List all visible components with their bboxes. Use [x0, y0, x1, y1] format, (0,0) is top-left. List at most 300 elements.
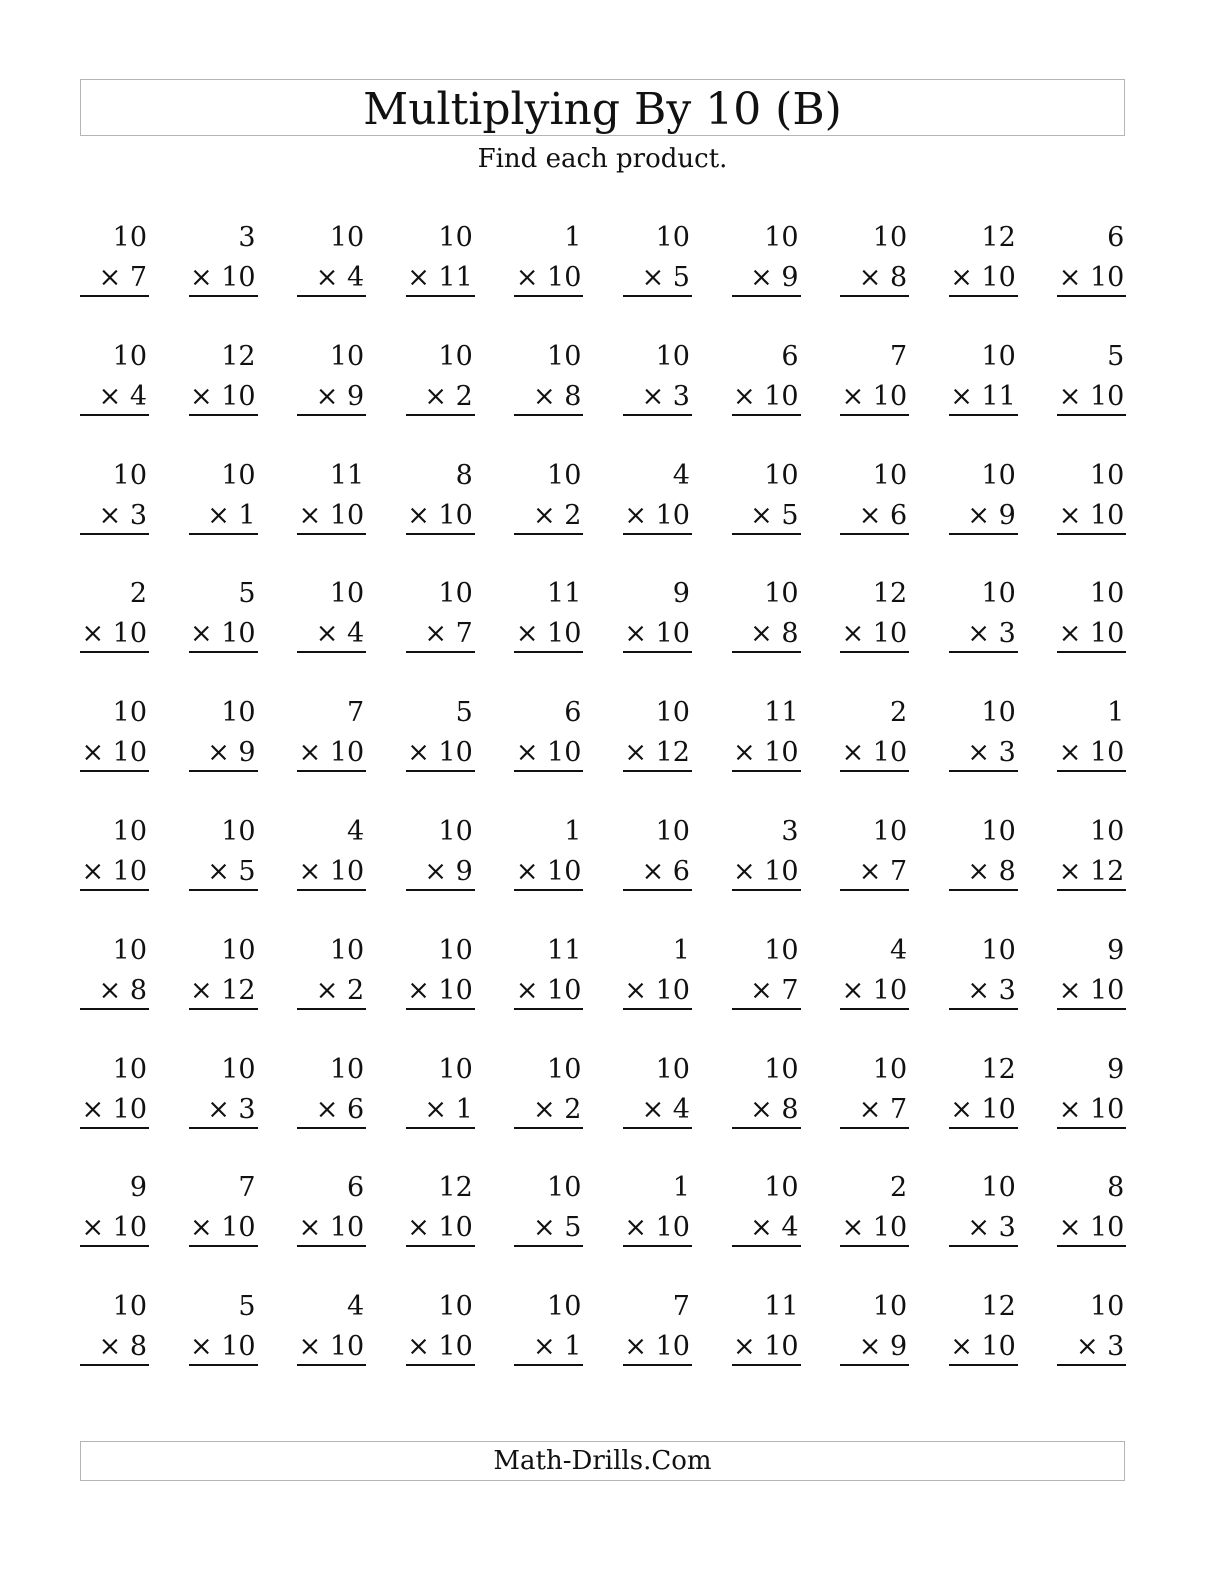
multiplicand: 10	[764, 934, 799, 966]
multiplicand: 10	[547, 340, 582, 372]
problem-r9-c8	[840, 1170, 909, 1289]
multiplicand: 10	[112, 815, 147, 847]
problem-r4-c5	[514, 576, 583, 695]
problem-r1-c2	[189, 220, 258, 339]
multiplier: × 5	[641, 262, 690, 293]
multiplicand: 11	[547, 578, 582, 610]
problem-r6-c6	[623, 814, 692, 933]
answer-line	[1057, 533, 1126, 535]
answer-line	[840, 1245, 909, 1247]
answer-line	[732, 1364, 801, 1366]
problem-r9-c2	[189, 1170, 258, 1289]
problem-r5-c6	[623, 695, 692, 814]
answer-line	[406, 1364, 475, 1366]
multiplier: × 10	[407, 737, 473, 769]
multiplicand: 10	[221, 459, 256, 491]
problem-r5-c2	[189, 695, 258, 814]
multiplicand: 10	[221, 697, 256, 729]
answer-line	[514, 651, 583, 653]
multiplicand: 10	[872, 222, 908, 253]
multiplicand: 10	[1089, 1291, 1125, 1323]
answer-line	[623, 770, 692, 772]
answer-line	[514, 533, 583, 535]
answer-line	[949, 770, 1018, 772]
multiplicand: 10	[764, 1172, 799, 1204]
multiplicand: 10	[1089, 459, 1125, 491]
multiplicand: 9	[129, 1172, 147, 1204]
multiplicand: 5	[1107, 340, 1125, 372]
problem-r3-c1	[80, 458, 149, 577]
multiplier: × 10	[515, 855, 582, 887]
answer-line	[949, 1008, 1018, 1010]
multiplicand: 1	[672, 934, 690, 966]
problem-r10-c5	[514, 1289, 583, 1408]
answer-line	[80, 1008, 149, 1010]
problem-r2-c10	[1057, 339, 1126, 458]
multiplier: × 7	[858, 1093, 908, 1125]
multiplicand: 1	[1107, 697, 1125, 729]
multiplicand: 8	[455, 459, 473, 491]
answer-line	[406, 1245, 475, 1247]
answer-line	[623, 533, 692, 535]
answer-line	[1057, 414, 1126, 416]
multiplicand: 11	[547, 934, 582, 966]
answer-line	[514, 1127, 583, 1129]
multiplier: × 10	[733, 737, 799, 769]
problem-r7-c8	[840, 933, 909, 1052]
answer-line	[1057, 1245, 1126, 1247]
problem-r8-c7	[732, 1052, 801, 1171]
multiplier: × 5	[532, 1212, 582, 1244]
answer-line	[949, 1364, 1018, 1366]
multiplier: × 3	[98, 499, 147, 531]
problem-r8-c10	[1057, 1052, 1126, 1171]
answer-line	[732, 1245, 801, 1247]
answer-line	[1057, 889, 1126, 891]
multiplier: × 1	[207, 499, 256, 531]
answer-line	[1057, 1364, 1126, 1366]
multiplier: × 3	[207, 1093, 256, 1125]
multiplicand: 10	[221, 934, 256, 966]
multiplicand: 10	[438, 1291, 473, 1323]
multiplicand: 7	[889, 340, 908, 372]
answer-line	[297, 414, 366, 416]
multiplier: × 1	[532, 1331, 582, 1363]
answer-line	[840, 533, 909, 535]
multiplicand: 10	[872, 1291, 908, 1323]
multiplicand: 10	[764, 578, 799, 610]
multiplier: × 10	[298, 1331, 365, 1363]
problem-r7-c6	[623, 933, 692, 1052]
multiplier: × 10	[407, 1331, 473, 1363]
problem-r3-c10	[1057, 458, 1126, 577]
multiplicand: 10	[438, 1053, 473, 1085]
answer-line	[189, 1364, 258, 1366]
answer-line	[297, 770, 366, 772]
multiplicand: 10	[438, 578, 473, 610]
multiplier: × 10	[81, 1093, 147, 1125]
multiplier: × 10	[733, 855, 799, 887]
multiplicand: 10	[112, 934, 147, 966]
answer-line	[189, 1008, 258, 1010]
multiplier: × 9	[207, 737, 256, 769]
answer-line	[406, 414, 475, 416]
multiplicand: 10	[547, 1172, 582, 1204]
multiplicand: 5	[238, 1291, 256, 1323]
problem-r5-c7	[732, 695, 801, 814]
answer-line	[840, 1364, 909, 1366]
problem-r3-c6	[623, 458, 692, 577]
answer-line	[406, 889, 475, 891]
multiplier: × 10	[190, 380, 256, 412]
problem-r9-c6	[623, 1170, 692, 1289]
multiplicand: 10	[329, 934, 365, 966]
problem-r9-c3	[297, 1170, 366, 1289]
problem-r10-c8	[840, 1289, 909, 1408]
multiplicand: 10	[764, 222, 799, 253]
multiplier: × 2	[532, 1093, 582, 1125]
multiplier: × 8	[532, 380, 582, 412]
multiplicand: 8	[1107, 1172, 1125, 1204]
problem-r10-c9	[949, 1289, 1018, 1408]
answer-line	[297, 1245, 366, 1247]
multiplicand: 10	[112, 1053, 147, 1085]
problem-r2-c8	[840, 339, 909, 458]
answer-line	[189, 770, 258, 772]
multiplier: × 5	[750, 499, 799, 531]
answer-line	[949, 1127, 1018, 1129]
multiplier: × 10	[407, 1212, 473, 1244]
multiplier: × 10	[624, 1212, 690, 1244]
answer-line	[406, 533, 475, 535]
problem-r8-c2	[189, 1052, 258, 1171]
answer-line	[406, 1127, 475, 1129]
multiplicand: 3	[781, 815, 799, 847]
answer-line	[189, 295, 258, 297]
multiplicand: 10	[221, 1053, 256, 1085]
answer-line	[297, 651, 366, 653]
problem-r5-c10	[1057, 695, 1126, 814]
multiplicand: 12	[872, 578, 908, 610]
problem-r4-c6	[623, 576, 692, 695]
multiplicand: 6	[564, 697, 582, 729]
multiplier: × 8	[858, 262, 908, 293]
multiplier: × 10	[515, 974, 582, 1006]
multiplier: × 7	[750, 974, 799, 1006]
answer-line	[623, 1008, 692, 1010]
problem-r6-c10	[1057, 814, 1126, 933]
multiplicand: 10	[655, 815, 690, 847]
problem-r4-c7	[732, 576, 801, 695]
multiplicand: 4	[672, 459, 690, 491]
multiplicand: 10	[981, 697, 1016, 729]
problem-r8-c9	[949, 1052, 1018, 1171]
multiplier: × 10	[190, 1331, 256, 1363]
answer-line	[406, 651, 475, 653]
multiplier: × 1	[424, 1093, 473, 1125]
multiplier: × 10	[1058, 974, 1125, 1006]
problem-r10-c2	[189, 1289, 258, 1408]
problem-r10-c7	[732, 1289, 801, 1408]
problem-r10-c3	[297, 1289, 366, 1408]
problem-r1-c9	[949, 220, 1018, 339]
answer-line	[297, 1364, 366, 1366]
multiplier: × 10	[841, 380, 908, 412]
multiplier: × 7	[424, 618, 473, 650]
multiplicand: 10	[655, 340, 690, 372]
answer-line	[732, 295, 801, 297]
multiplicand: 10	[329, 578, 365, 610]
multiplier: × 4	[315, 262, 365, 293]
multiplicand: 10	[438, 815, 473, 847]
problem-r4-c10	[1057, 576, 1126, 695]
multiplicand: 10	[655, 1053, 690, 1085]
multiplier: × 4	[315, 618, 365, 650]
multiplier: × 3	[967, 974, 1016, 1006]
problem-r2-c7	[732, 339, 801, 458]
multiplicand: 1	[564, 815, 582, 847]
multiplicand: 7	[238, 1172, 256, 1204]
multiplier: × 10	[950, 1331, 1016, 1363]
answer-line	[1057, 770, 1126, 772]
problem-r9-c10	[1057, 1170, 1126, 1289]
multiplier: × 6	[858, 499, 908, 531]
multiplier: × 3	[641, 380, 690, 412]
multiplicand: 10	[438, 934, 473, 966]
multiplier: × 8	[750, 1093, 799, 1125]
answer-line	[840, 1127, 909, 1129]
answer-line	[949, 533, 1018, 535]
answer-line	[949, 1245, 1018, 1247]
multiplicand: 2	[889, 697, 908, 729]
multiplicand: 10	[112, 697, 147, 729]
problem-r5-c9	[949, 695, 1018, 814]
problem-r3-c7	[732, 458, 801, 577]
answer-line	[189, 414, 258, 416]
multiplier: × 7	[858, 855, 908, 887]
answer-line	[80, 770, 149, 772]
multiplier: × 12	[624, 737, 690, 769]
multiplier: × 2	[315, 974, 365, 1006]
problem-r7-c4	[406, 933, 475, 1052]
multiplicand: 10	[329, 222, 365, 253]
problem-r2-c5	[514, 339, 583, 458]
multiplicand: 10	[1089, 578, 1125, 610]
problem-r7-c7	[732, 933, 801, 1052]
answer-line	[80, 414, 149, 416]
answer-line	[623, 1245, 692, 1247]
multiplier: × 10	[298, 737, 365, 769]
multiplicand: 12	[981, 1291, 1016, 1323]
multiplier: × 10	[515, 737, 582, 769]
multiplier: × 8	[98, 1331, 147, 1363]
multiplicand: 10	[655, 222, 690, 253]
problem-r3-c5	[514, 458, 583, 577]
problem-r10-c4	[406, 1289, 475, 1408]
multiplicand: 3	[238, 222, 256, 253]
multiplier: × 11	[950, 380, 1016, 412]
problem-r2-c4	[406, 339, 475, 458]
multiplier: × 10	[81, 1212, 147, 1244]
problem-r4-c4	[406, 576, 475, 695]
problem-r4-c2	[189, 576, 258, 695]
answer-line	[732, 1127, 801, 1129]
multiplier: × 3	[967, 1212, 1016, 1244]
multiplier: × 10	[841, 1212, 908, 1244]
multiplier: × 10	[407, 974, 473, 1006]
answer-line	[840, 770, 909, 772]
answer-line	[840, 295, 909, 297]
multiplier: × 10	[81, 737, 147, 769]
answer-line	[514, 770, 583, 772]
answer-line	[297, 1127, 366, 1129]
problem-r3-c2	[189, 458, 258, 577]
multiplier: × 10	[190, 618, 256, 650]
multiplier: × 10	[298, 499, 365, 531]
multiplicand: 2	[129, 578, 147, 610]
answer-line	[514, 295, 583, 297]
multiplicand: 10	[547, 1053, 582, 1085]
multiplier: × 10	[841, 618, 908, 650]
multiplier: × 10	[190, 1212, 256, 1244]
multiplier: × 10	[81, 618, 147, 650]
multiplicand: 12	[438, 1172, 473, 1204]
answer-line	[732, 889, 801, 891]
multiplicand: 10	[981, 815, 1016, 847]
problem-r5-c4	[406, 695, 475, 814]
answer-line	[80, 1245, 149, 1247]
problem-r6-c5	[514, 814, 583, 933]
problem-r7-c1	[80, 933, 149, 1052]
multiplier: × 2	[424, 380, 473, 412]
problem-r2-c3	[297, 339, 366, 458]
answer-line	[1057, 295, 1126, 297]
problem-r6-c1	[80, 814, 149, 933]
multiplier: × 4	[641, 1093, 690, 1125]
multiplicand: 10	[112, 222, 147, 253]
answer-line	[189, 1127, 258, 1129]
multiplier: × 6	[315, 1093, 365, 1125]
answer-line	[297, 1008, 366, 1010]
problem-r7-c10	[1057, 933, 1126, 1052]
multiplier: × 3	[1075, 1331, 1125, 1363]
problem-r8-c3	[297, 1052, 366, 1171]
multiplicand: 10	[112, 459, 147, 491]
answer-line	[80, 651, 149, 653]
multiplicand: 6	[781, 340, 799, 372]
multiplier: × 5	[207, 855, 256, 887]
problem-r7-c2	[189, 933, 258, 1052]
multiplier: × 9	[750, 262, 799, 293]
multiplicand: 12	[221, 340, 256, 372]
multiplier: × 10	[624, 974, 690, 1006]
answer-line	[623, 889, 692, 891]
problem-r8-c6	[623, 1052, 692, 1171]
problem-r10-c10	[1057, 1289, 1126, 1408]
multiplier: × 9	[858, 1331, 908, 1363]
problem-r2-c1	[80, 339, 149, 458]
multiplier: × 12	[1058, 855, 1125, 887]
problem-r1-c6	[623, 220, 692, 339]
answer-line	[840, 889, 909, 891]
problem-r6-c7	[732, 814, 801, 933]
problem-r7-c3	[297, 933, 366, 1052]
problem-r9-c7	[732, 1170, 801, 1289]
multiplier: × 10	[81, 855, 147, 887]
problem-r1-c4	[406, 220, 475, 339]
multiplicand: 1	[672, 1172, 690, 1204]
problem-r5-c8	[840, 695, 909, 814]
multiplicand: 11	[764, 697, 799, 729]
problem-r9-c9	[949, 1170, 1018, 1289]
multiplicand: 9	[1107, 1053, 1125, 1085]
multiplier: × 10	[1058, 380, 1125, 412]
multiplicand: 4	[889, 934, 908, 966]
problem-r10-c6	[623, 1289, 692, 1408]
answer-line	[623, 651, 692, 653]
answer-line	[840, 1008, 909, 1010]
multiplier: × 10	[950, 262, 1016, 293]
multiplicand: 10	[221, 815, 256, 847]
multiplicand: 10	[981, 578, 1016, 610]
problem-r1-c10	[1057, 220, 1126, 339]
problem-r7-c9	[949, 933, 1018, 1052]
answer-line	[623, 414, 692, 416]
problem-r6-c8	[840, 814, 909, 933]
answer-line	[732, 1008, 801, 1010]
multiplier: × 10	[515, 618, 582, 650]
problem-r6-c4	[406, 814, 475, 933]
problem-r9-c5	[514, 1170, 583, 1289]
problem-r2-c6	[623, 339, 692, 458]
answer-line	[297, 295, 366, 297]
multiplicand: 10	[112, 340, 147, 372]
problem-r1-c8	[840, 220, 909, 339]
problem-r3-c8	[840, 458, 909, 577]
multiplicand: 10	[329, 1053, 365, 1085]
answer-line	[514, 1245, 583, 1247]
problem-r2-c2	[189, 339, 258, 458]
instructions: Find each product.	[477, 144, 728, 174]
multiplicand: 7	[347, 697, 365, 729]
problem-r4-c1	[80, 576, 149, 695]
multiplier: × 10	[841, 737, 908, 769]
multiplicand: 10	[981, 1172, 1016, 1204]
multiplier: × 4	[98, 380, 147, 412]
multiplicand: 10	[872, 1053, 908, 1085]
multiplier: × 10	[733, 1331, 799, 1363]
answer-line	[189, 1245, 258, 1247]
multiplicand: 10	[112, 1291, 147, 1323]
answer-line	[623, 1127, 692, 1129]
problem-r1-c7	[732, 220, 801, 339]
multiplier: × 3	[967, 737, 1016, 769]
problem-grid	[80, 220, 1126, 1390]
multiplicand: 10	[981, 934, 1016, 966]
multiplicand: 9	[672, 578, 690, 610]
answer-line	[189, 533, 258, 535]
multiplier: × 10	[298, 855, 365, 887]
multiplicand: 1	[564, 222, 582, 253]
answer-line	[80, 295, 149, 297]
problem-r8-c4	[406, 1052, 475, 1171]
answer-line	[297, 533, 366, 535]
answer-line	[80, 1364, 149, 1366]
answer-line	[514, 889, 583, 891]
problem-r4-c9	[949, 576, 1018, 695]
multiplier: × 10	[1058, 262, 1125, 293]
multiplicand: 10	[764, 459, 799, 491]
